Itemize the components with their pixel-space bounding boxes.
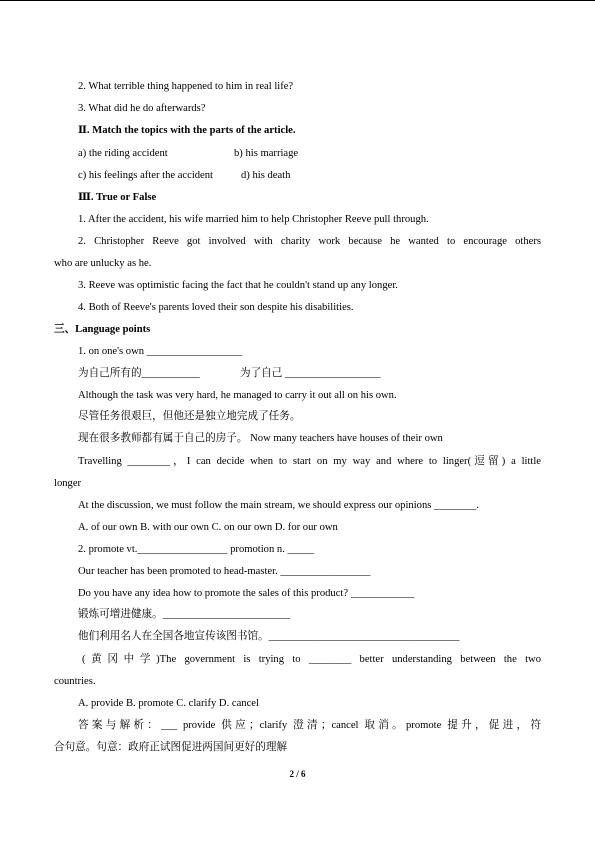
example-7: 锻炼可增进健康。________________________ <box>78 609 290 620</box>
point-2: 2. promote vt._________________ promotion n. _____ <box>78 544 314 555</box>
options-1: A. of our own B. with our own C. on our own D. for our own <box>78 522 338 533</box>
point-1: 1. on one's own __________________ <box>78 346 243 357</box>
match-item-a: a) the riding accident <box>78 148 168 159</box>
example-9-cont: countries. <box>54 676 96 687</box>
example-2: 现在很多教师都有属于自己的房子。 Now many teachers have houses of their own <box>78 433 443 444</box>
options-2: A. provide B. promote C. clarify D. cancel <box>78 698 259 709</box>
true-false-2: 2. Christopher Reeve got involved with charity work because he wanted to encourage others <box>78 236 541 247</box>
header-rule <box>0 0 595 1</box>
true-false-4: 4. Both of Reeve's parents loved their son despite his disabilities. <box>78 302 354 313</box>
point-1-cn-a: 为自己所有的___________ <box>78 368 200 379</box>
match-item-b: b) his marriage <box>234 148 299 159</box>
example-9: (黄冈中学)The government is trying to ________ better understanding between the two <box>82 654 541 665</box>
true-false-1: 1. After the accident, his wife married him to help Christopher Reeve pull through. <box>78 214 429 225</box>
example-3: Travelling ________，I can decide when to start on my way and where to linger(逗留) a little <box>78 456 541 467</box>
example-8: 他们利用名人在全国各地宣传该图书馆。____________________________________ <box>78 631 460 642</box>
true-false-2-cont: who are unlucky as he. <box>54 258 152 269</box>
example-1-cn: 尽管任务很艰巨，但他还是独立地完成了任务。 <box>78 411 301 422</box>
true-false-3: 3. Reeve was optimistic facing the fact that he couldn't stand up any longer. <box>78 280 398 291</box>
question-2: 2. What terrible thing happened to him in real life? <box>78 81 294 92</box>
example-6: Do you have any idea how to promote the sales of this product? ____________ <box>78 588 415 599</box>
answer-line-1: 答案与解析：___ provide 供应；clarify 澄清；cancel 取消。promote 提升，促进，符 <box>78 720 541 731</box>
match-item-c: c) his feelings after the accident <box>78 170 214 181</box>
point-1-cn-b: 为了自己 __________________ <box>240 368 381 379</box>
question-3: 3. What did he do afterwards? <box>78 103 206 114</box>
example-4: At the discussion, we must follow the main stream, we should express our opinions ________. <box>78 500 480 511</box>
match-item-d: d) his death <box>241 170 291 181</box>
example-5: Our teacher has been promoted to head-master. _________________ <box>78 566 371 577</box>
example-3-cont: longer <box>54 478 82 489</box>
example-1-en: Although the task was very hard, he managed to carry it out all on his own. <box>78 390 397 401</box>
answer-line-2: 合句意。句意：政府正试图促进两国间更好的理解 <box>54 742 288 753</box>
section-3-heading: Ⅲ. True or False <box>78 192 157 203</box>
section-2-heading: Ⅱ. Match the topics with the parts of the article. <box>78 125 296 136</box>
language-points-heading: 三、Language points <box>54 324 151 335</box>
page-number: 2 / 6 <box>289 769 306 779</box>
